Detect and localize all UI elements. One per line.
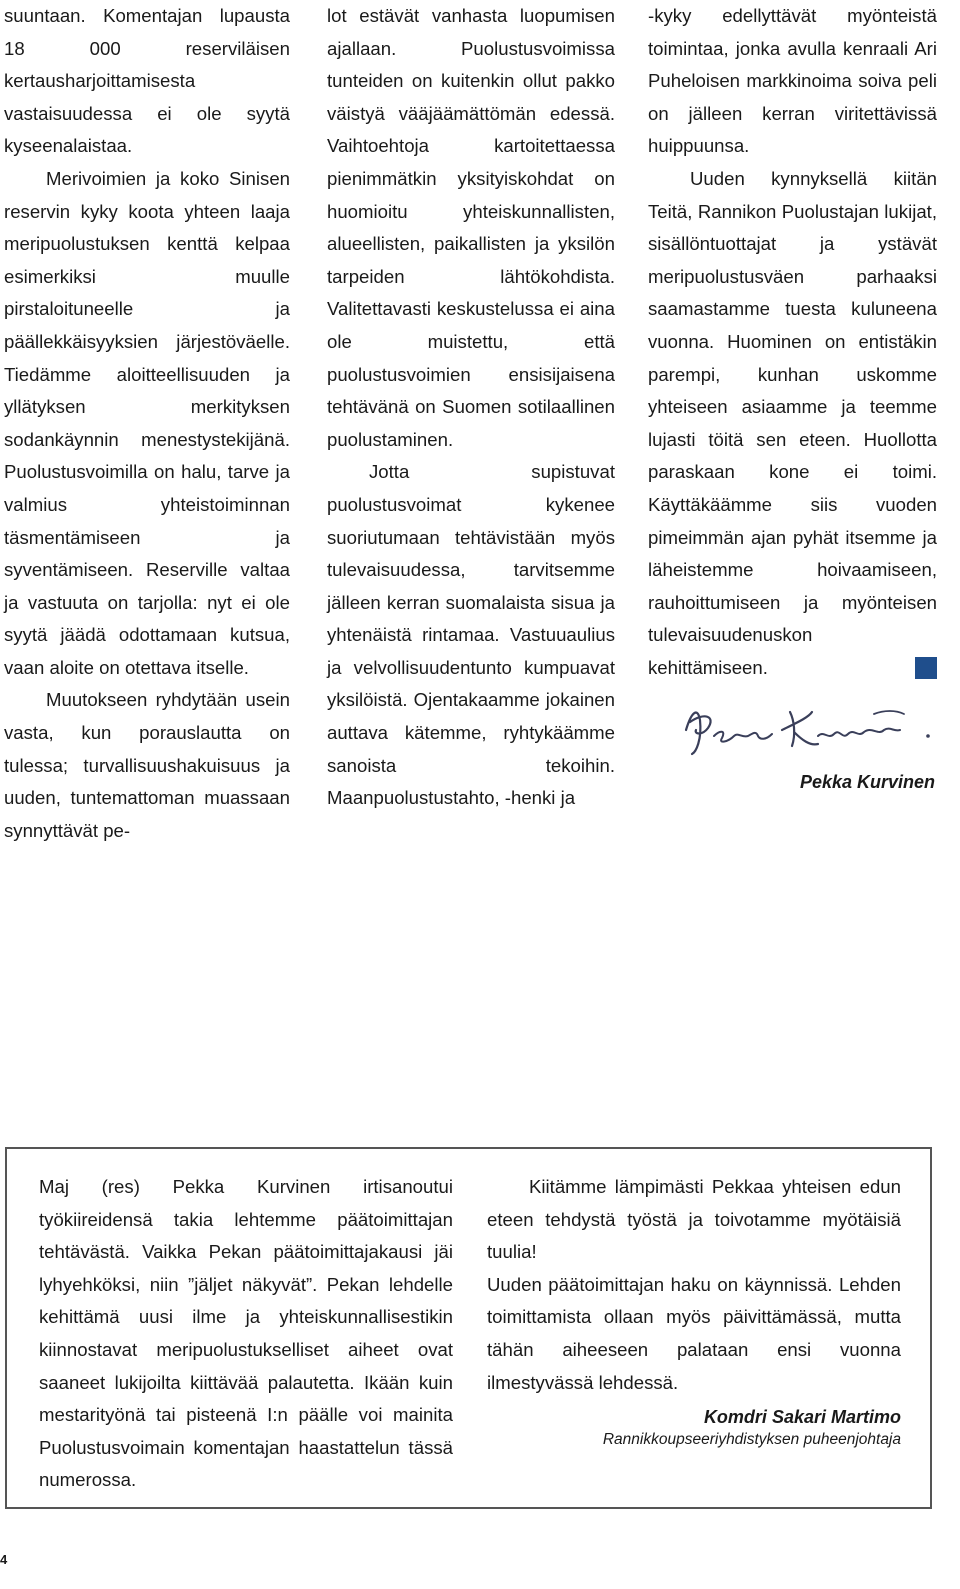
article-paragraph: Merivoimien ja koko Sinisen reservin kyky koota yhteen laaja meripuolustuksen kenttä kelpaa esimerkiksi muulle pirstaloituneelle ja päällekkäisyyksien järjestöväelle. Tiedämme aloitteellisuuden ja yllätyksen merkityksen sodankäynnin menestystekijänä. Puolustusvoimilla on halu, tarve ja valmius yhteistoiminnan täsmentämiseen ja syventämiseen. Reserville valtaa ja vastuuta on tarjolla: nyt ei ole syytä jäädä odottamaan kutsua, vaan aloite on otettava itselle.: [4, 167, 290, 678]
article-column-2: [327, 0, 615, 815]
info-box: [5, 1147, 932, 1509]
info-box-paragraph: Maj (res) Pekka Kurvinen irtisanoutui työkiireidensä takia lehtemme päätoimittajan tehtävästä. Vaikka Pekan päätoimittajakausi jäi lyhyehköksi, niin ”jäljet näkyvät”. Pekan lehdelle kehittämä uusi ilme ja yhteiskunnallisestikin kiinnostavat meripuolustukselliset aiheet ovat saaneet lukijoilta kiittävää palautetta. Ikään kuin mestarityönä tai pisteenä I:n päälle voi mainita Puolustusvoimain komentajan haastattelun tässä numerossa.: [39, 1176, 453, 1491]
end-of-article-square-icon: [915, 657, 937, 679]
handwritten-signature: [678, 700, 940, 758]
article-paragraph: Muutokseen ryhdytään usein vasta, kun porauslautta on tulessa; turvallisuushakuisuus ja uuden, tuntemattoman muassaan synnyttävät pe-: [4, 689, 290, 841]
info-box-signature-name: Komdri Sakari Martimo: [703, 1407, 901, 1428]
info-box-signature-title: Rannikkoupseeriyhdistyksen puheenjohtaja: [602, 1431, 901, 1449]
article-paragraph: Jotta supistuvat puolustusvoimat kykenee suoriutumaan tehtävistään myös tulevaisuudessa, tarvitsemme jälleen kerran suomalaista sisua ja yhtenäistä rintamaa. Vastuuaulius ja velvollisuudentunto kumpuavat yksilöistä. Ojentakaamme jokainen auttava kätemme, ryhtykäämme sanoista tekoihin. Maanpuolustustahto, -henki ja: [327, 461, 615, 809]
info-box-left-column: [39, 1171, 453, 1497]
article-paragraph: [648, 163, 937, 685]
author-name: Pekka Kurvinen: [799, 772, 935, 792]
article-paragraph: -kyky edellyttävät myönteistä toimintaa, jonka avulla kenraali Ari Puheloisen markkinoima soiva peli on jälleen kerran viritettävissä huippuunsa.: [648, 5, 937, 157]
article-paragraph: suuntaan. Komentajan lupausta 18 000 reserviläisen kertausharjoittamisesta vastaisuudessa ei ole syytä kyseenalaistaa.: [4, 5, 290, 157]
info-box-paragraph: Uuden päätoimittajan haku on käynnissä. Lehden toimittamista ollaan myös päivittämässä, mutta tähän aiheeseen palataan ensi vuonna ilmestyvässä lehdessä.: [487, 1273, 901, 1393]
page-number: 4: [0, 1552, 8, 1567]
article-paragraph-text: Uuden kynnyksellä kiitän Teitä, Rannikon Puolustajan lukijat, sisällöntuottajat ja ystävät meripuolustusväen parhaaksi saamastamme tuesta kuluneena vuonna. Huominen on entistäkin parempi, kunhan uskomme yhteiseen asiaamme ja teemme lujasti töitä sen eteen. Huollotta paraskaan kone ei toimi. Käyttäkäämme siis vuoden pimeimmän ajan pyhät itsemme ja läheistemme hoivaamiseen, rauhoittumiseen ja myönteisen tulevaisuudenuskon kehittämiseen.: [648, 167, 937, 678]
info-box-right-column: [487, 1171, 901, 1451]
article-column-1: [4, 0, 290, 847]
article-paragraph: lot estävät vanhasta luopumisen ajallaan. Puolustusvoimissa tunteiden on kuitenkin ollut pakko väistyä vääjäämättömän edessä. Vaihtoehtoja kartoitettaessa pienimmätkin yksityiskohdat on huomioitu yhteiskunnallisten, alueellisten, paikallisten ja yksilön tarpeiden lähtökohdista. Valitettavasti keskustelussa ei aina ole muistettu, että puolustusvoimien ensisijaisena tehtävänä on Suomen sotilaallinen puolustaminen.: [327, 5, 615, 450]
info-box-paragraph: Kiitämme lämpimästi Pekkaa yhteisen edun eteen tehdystä työstä ja toivotamme myötäisiä tuulia!: [487, 1176, 901, 1263]
article-column-3: [648, 0, 937, 684]
signature-image-text: Pekka Kurvinen: [678, 700, 686, 701]
